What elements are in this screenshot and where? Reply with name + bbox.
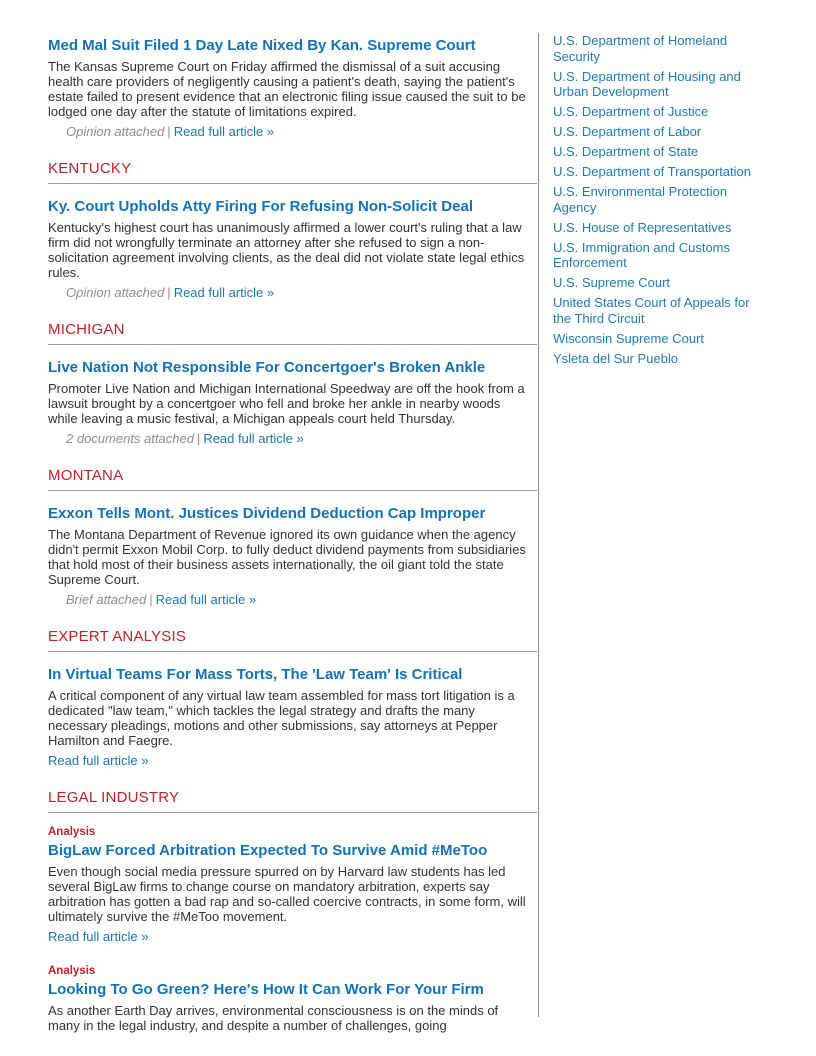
read-full-article-link[interactable]: Read full article » <box>155 592 257 607</box>
article-biglaw-arbitration <box>48 826 537 944</box>
attachment-note: 2 documents attached <box>66 431 194 446</box>
article-go-green <box>48 965 537 1033</box>
section-header-michigan: MICHIGAN <box>48 321 125 338</box>
attachment-note: Brief attached <box>66 592 147 607</box>
analysis-label: Analysis <box>48 826 96 838</box>
attachment-note: Opinion attached <box>66 285 165 300</box>
read-full-article-link[interactable]: Read full article » <box>48 753 149 768</box>
column-divider <box>538 33 539 1017</box>
article-summary: Promoter Live Nation and Michigan International Speedway are off the hook from a lawsuit brought by a concertgoer who fell and broke her ankle in nearby woods while leaving a music festival, a Michigan appeals court held Thursday. <box>48 381 525 426</box>
sidebar-link-third-circuit[interactable]: United States Court of Appeals for the Third Circuit <box>553 295 750 326</box>
sidebar-link-epa[interactable]: U.S. Environmental Protection Agency <box>553 184 728 215</box>
article-live-nation <box>48 358 537 446</box>
sidebar-link-dol[interactable]: U.S. Department of Labor <box>553 124 702 139</box>
article-med-mal <box>48 36 537 139</box>
article-title-link[interactable]: Ky. Court Upholds Atty Firing For Refusing Non-Solicit Deal <box>48 198 473 215</box>
article-exxon <box>48 504 537 607</box>
sidebar-link-dot[interactable]: U.S. Department of Transportation <box>553 164 751 179</box>
article-ky-court <box>48 197 537 300</box>
sidebar-link-scotus[interactable]: U.S. Supreme Court <box>553 275 671 290</box>
section-header-montana: MONTANA <box>48 467 124 484</box>
analysis-label: Analysis <box>48 965 96 977</box>
article-title-link[interactable]: Exxon Tells Mont. Justices Dividend Deduction Cap Improper <box>48 505 486 522</box>
sidebar-link-dhs[interactable]: U.S. Department of Homeland Security <box>553 33 728 64</box>
sidebar-link-ice[interactable]: U.S. Immigration and Customs Enforcement <box>553 239 731 270</box>
article-meta <box>48 753 537 768</box>
article-title-link[interactable]: BigLaw Forced Arbitration Expected To Survive Amid #MeToo <box>48 842 488 859</box>
article-summary: As another Earth Day arrives, environmental consciousness is on the minds of many in the legal industry, and despite a number of challenges, going <box>48 1003 499 1033</box>
article-title-link[interactable]: Looking To Go Green? Here's How It Can Work For Your Firm <box>48 981 484 998</box>
article-meta <box>66 592 537 607</box>
section-divider <box>48 344 537 345</box>
article-virtual-teams <box>48 665 537 768</box>
sidebar-link-house[interactable]: U.S. House of Representatives <box>553 219 732 235</box>
article-meta <box>48 929 537 944</box>
sidebar-link-doj[interactable]: U.S. Department of Justice <box>553 104 709 119</box>
attachment-note: Opinion attached <box>66 124 165 139</box>
article-summary: Kentucky's highest court has unanimously affirmed a lower court's ruling that a law firm did not wrongfully terminate an attorney after she refused to sign a non-solicitation agreement involving clients, as the deal did not violate state legal ethics rules. <box>48 220 525 280</box>
read-full-article-link[interactable]: Read full article » <box>173 124 275 139</box>
section-divider <box>48 183 537 184</box>
meta-separator: | <box>167 124 171 139</box>
section-divider <box>48 651 537 652</box>
article-meta <box>66 431 537 446</box>
article-summary: The Montana Department of Revenue ignored its own guidance when the agency didn't permit Exxon Mobil Corp. to fully deduct dividend payments from subsidiaries that hold most of their business assets internationally, the oil giant told the state Supreme Court. <box>48 527 526 587</box>
article-title-link[interactable]: In Virtual Teams For Mass Torts, The 'Law Team' Is Critical <box>48 666 463 683</box>
section-header-kentucky: KENTUCKY <box>48 160 132 177</box>
sidebar-link-wisconsin-supreme-court[interactable]: Wisconsin Supreme Court <box>553 330 704 346</box>
meta-separator: | <box>196 431 201 446</box>
article-meta <box>66 285 537 300</box>
article-summary: A critical component of any virtual law team assembled for mass tort litigation is a dedicated "law team," which tackles the legal strategy and drafts the many necessary pleadings, motions and other submissions, say attorneys at Pepper Hamilton and Faegre. <box>48 688 515 748</box>
main-column <box>48 36 537 1054</box>
sidebar-link-hud[interactable]: U.S. Department of Housing and Urban Development <box>553 68 741 99</box>
read-full-article-link[interactable]: Read full article » <box>203 431 304 446</box>
sidebar-link-ysleta-del-sur-pueblo[interactable]: Ysleta del Sur Pueblo <box>553 350 679 366</box>
sidebar-court-agency-links <box>553 33 764 371</box>
sidebar-link-dos[interactable]: U.S. Department of State <box>553 144 699 159</box>
meta-separator: | <box>167 285 171 300</box>
article-title-link[interactable]: Live Nation Not Responsible For Concertgoer's Broken Ankle <box>48 359 486 376</box>
article-summary: The Kansas Supreme Court on Friday affirmed the dismissal of a suit accusing health care providers of negligently causing a patient's death, saying the patient's estate failed to present evidence that an electronic filing issue caused the suit to be lodged one day after the statute of limitations expired. <box>48 59 526 119</box>
read-full-article-link[interactable]: Read full article » <box>173 285 275 300</box>
article-meta <box>66 124 537 139</box>
meta-separator: | <box>149 592 153 607</box>
section-divider <box>48 490 537 491</box>
section-header-legal-industry: LEGAL INDUSTRY <box>48 789 180 806</box>
article-summary: Even though social media pressure spurred on by Harvard law students has led several BigLaw firms to change course on mandatory arbitration, experts say arbitration has gotten a bad rap and so-called coercive contracts, in some form, will ultimately survive the #MeToo movement. <box>48 864 526 924</box>
section-header-expert-analysis: EXPERT ANALYSIS <box>48 628 187 645</box>
read-full-article-link[interactable]: Read full article » <box>48 929 149 944</box>
article-title-link[interactable]: Med Mal Suit Filed 1 Day Late Nixed By Kan. Supreme Court <box>48 37 476 54</box>
section-divider <box>48 812 537 813</box>
